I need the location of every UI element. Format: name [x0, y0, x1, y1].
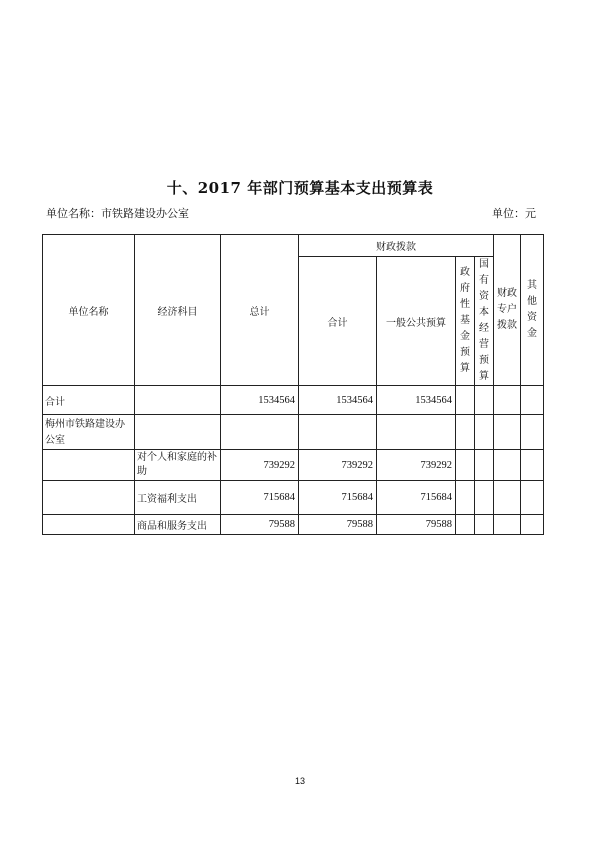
cell-subtotal: 1534564: [299, 386, 377, 415]
cell-unit: [43, 481, 135, 515]
cell-special: [494, 386, 521, 415]
cell-special: [494, 481, 521, 515]
cell-subtotal: [299, 415, 377, 450]
cell-state-capital: [475, 450, 494, 481]
cell-general: 739292: [377, 450, 456, 481]
cell-general: 715684: [377, 481, 456, 515]
cell-unit: 合计: [43, 386, 135, 415]
cell-other: [521, 515, 544, 535]
header-gov-fund-budget: 政府性基金预算: [456, 257, 475, 386]
cell-other: [521, 481, 544, 515]
cell-gov-fund: [456, 415, 475, 450]
cell-other: [521, 450, 544, 481]
header-unit-name: 单位名称: [43, 235, 135, 386]
unit-name-label: 单位名称：市铁路建设办公室: [46, 207, 189, 220]
table-row: [43, 515, 544, 535]
cell-total: 739292: [221, 450, 299, 481]
table-row: [43, 481, 544, 515]
header-total: 总计: [221, 235, 299, 386]
cell-gov-fund: [456, 481, 475, 515]
cell-subtotal: 79588: [299, 515, 377, 535]
cell-subject: 工资福利支出: [135, 481, 221, 515]
header-fiscal-special-allocation: 财政专户拨款: [494, 235, 521, 386]
header-general-public-budget: 一般公共预算: [377, 257, 456, 386]
cell-total: 1534564: [221, 386, 299, 415]
cell-state-capital: [475, 481, 494, 515]
cell-special: [494, 515, 521, 535]
cell-gov-fund: [456, 386, 475, 415]
budget-table: [42, 234, 544, 535]
header-subtotal: 合计: [299, 257, 377, 386]
cell-other: [521, 386, 544, 415]
cell-other: [521, 415, 544, 450]
header-state-capital-budget: 国有资本经营预算: [475, 257, 494, 386]
cell-subject: 商品和服务支出: [135, 515, 221, 535]
cell-general: [377, 415, 456, 450]
page-number: 13: [294, 776, 305, 786]
cell-subtotal: 739292: [299, 450, 377, 481]
cell-state-capital: [475, 386, 494, 415]
cell-general: 79588: [377, 515, 456, 535]
cell-subject: [135, 386, 221, 415]
cell-special: [494, 415, 521, 450]
cell-gov-fund: [456, 515, 475, 535]
page-title: 十、2017 年部门预算基本支出预算表: [166, 179, 434, 197]
cell-subtotal: 715684: [299, 481, 377, 515]
cell-total: 79588: [221, 515, 299, 535]
cell-unit: [43, 450, 135, 481]
cell-special: [494, 450, 521, 481]
table-row: [43, 386, 544, 415]
cell-unit: 梅州市铁路建设办公室: [43, 415, 135, 450]
currency-unit-label: 单位：元: [492, 207, 536, 220]
cell-state-capital: [475, 415, 494, 450]
cell-total: [221, 415, 299, 450]
cell-subject: 对个人和家庭的补助: [135, 450, 221, 481]
table-row: [43, 415, 544, 450]
cell-state-capital: [475, 515, 494, 535]
cell-subject: [135, 415, 221, 450]
cell-general: 1534564: [377, 386, 456, 415]
header-fiscal-allocation: 财政拨款: [299, 235, 494, 257]
cell-total: 715684: [221, 481, 299, 515]
header-other-funds: 其他资金: [521, 235, 544, 386]
cell-unit: [43, 515, 135, 535]
table-row: [43, 450, 544, 481]
cell-gov-fund: [456, 450, 475, 481]
header-econ-subject: 经济科目: [135, 235, 221, 386]
